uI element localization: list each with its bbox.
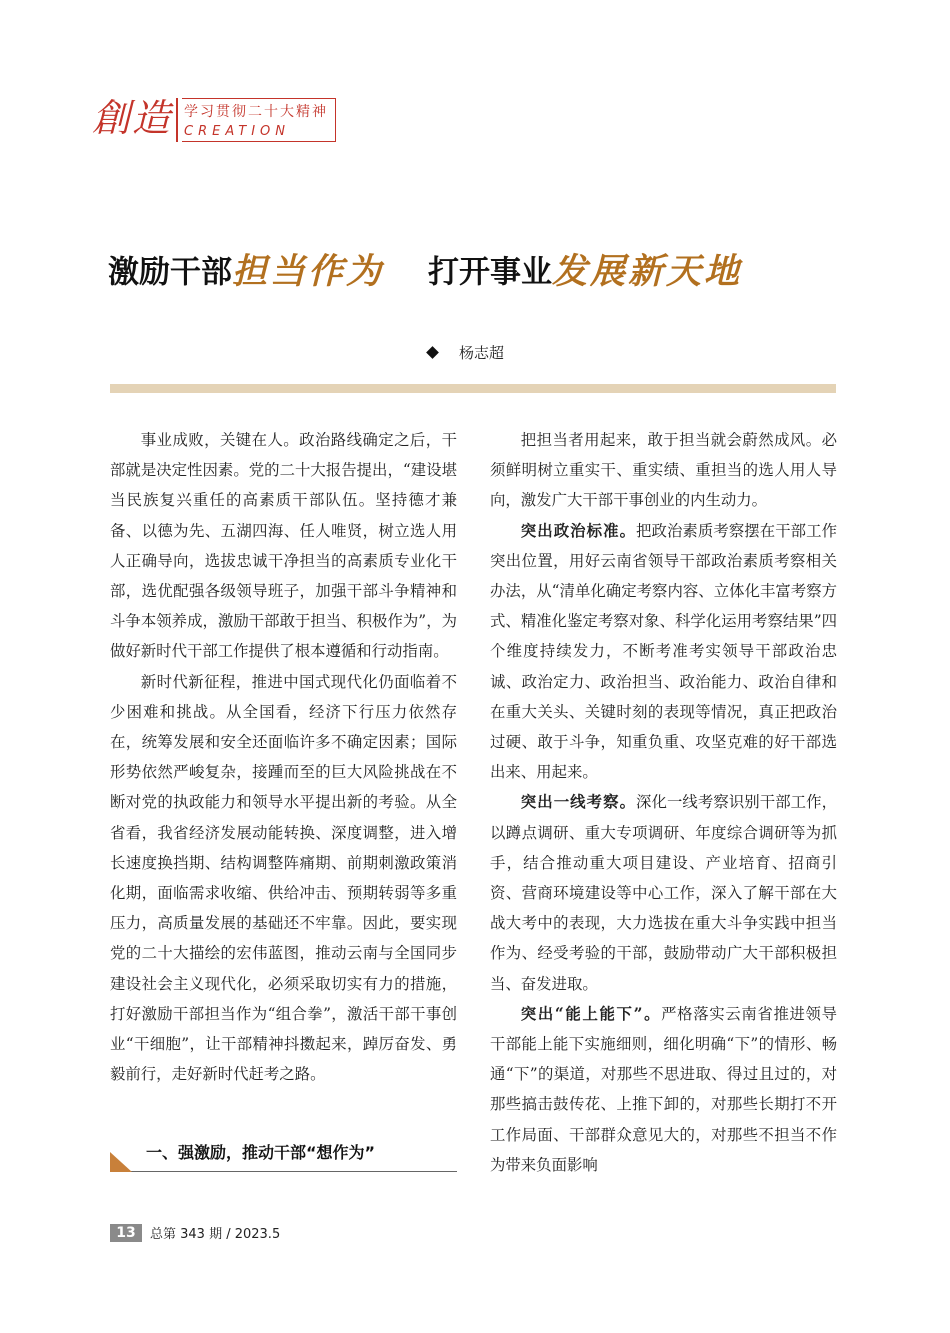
column-subtitle: 学习贯彻二十大精神 [184,104,328,120]
paragraph [490,999,837,1180]
paragraph-body: 严格落实云南省推进领导干部能上能下实施细则，细化明确“下”的情形、畅通“下”的渠道，对那些不思进取、得过且过的，对那些搞击鼓传花、上推下卸的，对那些长期打不开工作局面、干部群众意见大的，对那些不担当不作为带来负面影响 [490,1004,837,1174]
paragraph: 把担当者用起来，敢于担当就会蔚然成风。必须鲜明树立重实干、重实绩、重担当的选人用人导向，激发广大干部干事创业的内生动力。 [490,431,837,510]
diamond-icon [426,346,439,359]
author-name: 杨志超 [459,344,505,362]
paragraph-body: 深化一线考察识别干部工作，以蹲点调研、重大专项调研、年度综合调研等为抓手，结合推动重大项目建设、产业培育、招商引资、营商环境建设等中心工作，深入了解干部在大战大考中的表现，大力选拔在重大斗争实践中担当作为、经受考验的干部，鼓励带动广大干部积极担当、奋发进取。 [490,793,837,993]
author-byline [428,342,504,363]
issue-info: 总第 343 期 / 2023.5 [150,1227,281,1242]
paragraph-keyword: 突出一线考察。 [520,793,637,812]
section-heading-underline [110,1171,457,1172]
title-part-4: 发展新天地 [552,251,743,292]
logo-divider [176,98,178,142]
magazine-logo: 創造 [92,96,173,140]
paragraph [490,516,837,788]
paragraph-body: 把政治素质考察摆在干部工作突出位置，用好云南省领导干部政治素质考察相关办法，从“清单化确定考察内容、立体化丰富考察方式、精准化鉴定考察对象、科学化运用考察结果”四个维度持续发力，不断考准考实领导干部政治忠诚、政治定力、政治担当、政治能力、政治自律和在重大关头、关键时刻的表现等情况，真正把政治过硬、敢于斗争，知重负重、攻坚克难的好干部选出来、用起来。 [490,521,837,782]
paragraph: 新时代新征程，推进中国式现代化仍面临着不少困难和挑战。从全国看，经济下行压力依然存在，统筹发展和安全还面临许多不确定因素；国际形势依然严峻复杂，接踵而至的巨大风险挑战在不断对党的执政能力和领导水平提出新的考验。从全省看，我省经济发展动能转换、深度调整，进入增长速度换挡期、结构调整阵痛期、前期刺激政策消化期，面临需求收缩、供给冲击、预期转弱等多重压力，高质量发展的基础还不牢靠。因此，要实现党的二十大描绘的宏伟蓝图，推动云南与全国同步建设社会主义现代化，必须采取切实有力的措施，打好激励干部担当作为“组合拳”，激活干部干事创业“干细胞”，让干部精神抖擞起来，踔厉奋发、勇毅前行，走好新时代赶考之路。 [110,672,457,1084]
title-part-3: 打开事业 [428,254,553,291]
paragraph-keyword: 突出“能上能下”。 [520,1004,662,1023]
title-part-1: 激励干部 [108,254,232,291]
left-column [110,425,457,1089]
title-divider-bar [110,384,836,393]
column-english-name: CREATION [184,124,291,139]
page-number: 13 [110,1224,142,1242]
section-heading-text: 一、强激励，推动干部“想作为” [146,1143,376,1162]
paragraph-keyword: 突出政治标准。 [520,521,637,540]
paragraph: 事业成败，关键在人。政治路线确定之后，干部就是决定性因素。党的二十大报告提出，“建设堪当民族复兴重任的高素质干部队伍。坚持德才兼备、以德为先、五湖四海、任人唯贤，树立选人用人正确导向，选拔忠诚干净担当的高素质专业化干部，选优配强各级领导班子，加强干部斗争精神和斗争本领养成，激励干部敢于担当、积极作为”，为做好新时代干部工作提供了根本遵循和行动指南。 [110,431,457,661]
title-part-2: 担当作为 [232,251,385,292]
right-column [490,425,837,1180]
page-footer [110,1222,280,1242]
article-title [108,244,848,294]
corner-triangle-icon [110,1152,134,1174]
paragraph [490,787,837,998]
section-heading [110,1138,457,1184]
